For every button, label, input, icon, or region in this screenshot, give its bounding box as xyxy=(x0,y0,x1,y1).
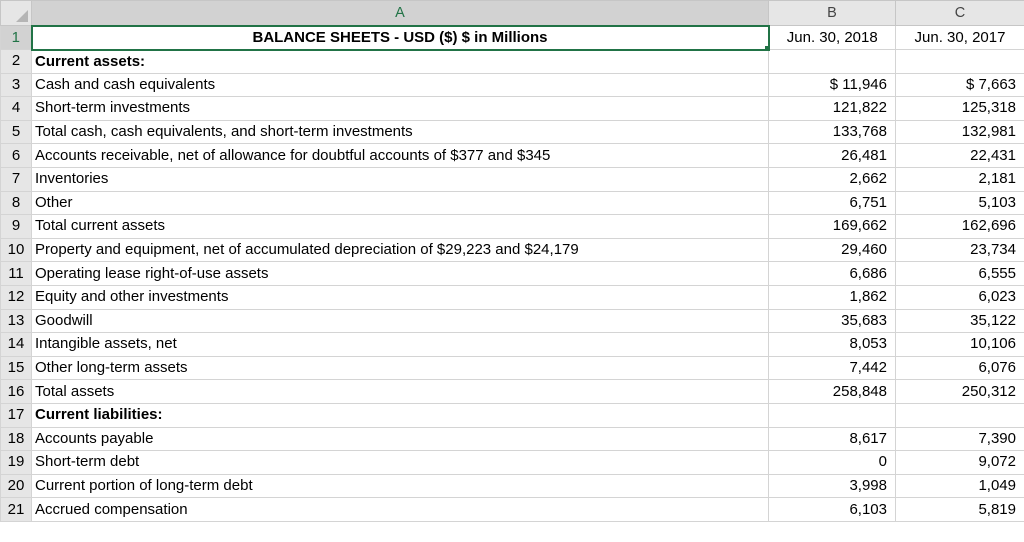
table-row xyxy=(1,120,1024,144)
value-cell-2017[interactable]: 7,390 xyxy=(896,427,1024,451)
table-row xyxy=(1,144,1024,168)
label-cell[interactable]: Accounts receivable, net of allowance for doubtful accounts of $377 and $345 xyxy=(32,144,769,168)
value-cell-2017[interactable]: 6,555 xyxy=(896,262,1024,286)
table-row xyxy=(1,474,1024,498)
value-cell-2018[interactable]: $ 11,946 xyxy=(769,73,896,97)
row-header[interactable]: 21 xyxy=(1,498,32,522)
label-cell[interactable]: Short-term debt xyxy=(32,451,769,475)
table-row xyxy=(1,262,1024,286)
value-cell-2017[interactable]: 10,106 xyxy=(896,333,1024,357)
label-cell[interactable]: Other long-term assets xyxy=(32,356,769,380)
value-cell-2018[interactable] xyxy=(769,403,896,427)
table-row xyxy=(1,356,1024,380)
value-cell-2018[interactable]: 169,662 xyxy=(769,215,896,239)
row-header[interactable]: 2 xyxy=(1,50,32,74)
table-row xyxy=(1,73,1024,97)
table-row xyxy=(1,498,1024,522)
column-header-c[interactable]: C xyxy=(896,1,1024,26)
period-header-2017[interactable]: Jun. 30, 2017 xyxy=(896,26,1024,50)
label-cell[interactable]: Accounts payable xyxy=(32,427,769,451)
table-row xyxy=(1,451,1024,475)
value-cell-2018[interactable]: 7,442 xyxy=(769,356,896,380)
value-cell-2017[interactable]: 22,431 xyxy=(896,144,1024,168)
row-header[interactable]: 4 xyxy=(1,97,32,121)
label-cell[interactable]: Equity and other investments xyxy=(32,285,769,309)
table-row xyxy=(1,380,1024,404)
active-cell-title[interactable] xyxy=(32,26,769,50)
label-cell[interactable]: Cash and cash equivalents xyxy=(32,73,769,97)
row-header[interactable]: 6 xyxy=(1,144,32,168)
table-row xyxy=(1,167,1024,191)
table-row xyxy=(1,309,1024,333)
table-row xyxy=(1,97,1024,121)
value-cell-2017[interactable]: 35,122 xyxy=(896,309,1024,333)
value-cell-2017[interactable]: 23,734 xyxy=(896,238,1024,262)
row-header[interactable]: 16 xyxy=(1,380,32,404)
label-cell[interactable]: Current portion of long-term debt xyxy=(32,474,769,498)
row-header[interactable]: 10 xyxy=(1,238,32,262)
value-cell-2018[interactable]: 26,481 xyxy=(769,144,896,168)
table-row xyxy=(1,285,1024,309)
row-header[interactable]: 9 xyxy=(1,215,32,239)
label-cell[interactable]: Total current assets xyxy=(32,215,769,239)
value-cell-2017[interactable]: 9,072 xyxy=(896,451,1024,475)
value-cell-2018[interactable]: 2,662 xyxy=(769,167,896,191)
column-header-a[interactable]: A xyxy=(32,1,769,26)
table-row xyxy=(1,403,1024,427)
row-header[interactable]: 7 xyxy=(1,167,32,191)
label-cell[interactable]: Total assets xyxy=(32,380,769,404)
row-header[interactable]: 15 xyxy=(1,356,32,380)
value-cell-2018[interactable]: 133,768 xyxy=(769,120,896,144)
label-cell[interactable]: Other xyxy=(32,191,769,215)
period-header-2018[interactable]: Jun. 30, 2018 xyxy=(769,26,896,50)
table-row xyxy=(1,50,1024,74)
value-cell-2018[interactable]: 6,751 xyxy=(769,191,896,215)
row-header[interactable]: 13 xyxy=(1,309,32,333)
label-cell[interactable]: Accrued compensation xyxy=(32,498,769,522)
value-cell-2018[interactable] xyxy=(769,50,896,74)
row-header[interactable]: 12 xyxy=(1,285,32,309)
table-row xyxy=(1,333,1024,357)
row-header[interactable]: 14 xyxy=(1,333,32,357)
row-header[interactable]: 17 xyxy=(1,403,32,427)
table-row xyxy=(1,427,1024,451)
value-cell-2018[interactable]: 29,460 xyxy=(769,238,896,262)
row-header[interactable]: 8 xyxy=(1,191,32,215)
value-cell-2018[interactable]: 1,862 xyxy=(769,285,896,309)
label-cell[interactable]: Property and equipment, net of accumulated depreciation of $29,223 and $24,179 xyxy=(32,238,769,262)
value-cell-2017[interactable]: 1,049 xyxy=(896,474,1024,498)
label-cell[interactable]: Inventories xyxy=(32,167,769,191)
value-cell-2017[interactable] xyxy=(896,403,1024,427)
value-cell-2018[interactable]: 8,617 xyxy=(769,427,896,451)
value-cell-2017[interactable]: 5,819 xyxy=(896,498,1024,522)
value-cell-2017[interactable]: 250,312 xyxy=(896,380,1024,404)
table-row xyxy=(1,26,1024,50)
value-cell-2018[interactable]: 6,103 xyxy=(769,498,896,522)
row-header[interactable]: 18 xyxy=(1,427,32,451)
table-row xyxy=(1,191,1024,215)
value-cell-2017[interactable]: 162,696 xyxy=(896,215,1024,239)
label-cell[interactable]: Goodwill xyxy=(32,309,769,333)
label-cell[interactable]: Total cash, cash equivalents, and short-term investments xyxy=(32,120,769,144)
value-cell-2017[interactable]: 125,318 xyxy=(896,97,1024,121)
fill-handle[interactable] xyxy=(764,45,769,50)
value-cell-2017[interactable]: 6,023 xyxy=(896,285,1024,309)
value-cell-2018[interactable]: 6,686 xyxy=(769,262,896,286)
value-cell-2018[interactable]: 3,998 xyxy=(769,474,896,498)
value-cell-2018[interactable]: 121,822 xyxy=(769,97,896,121)
row-header[interactable]: 20 xyxy=(1,474,32,498)
value-cell-2018[interactable]: 0 xyxy=(769,451,896,475)
sheet-title: BALANCE SHEETS - USD ($) $ in Millions xyxy=(252,28,548,46)
value-cell-2017[interactable]: $ 7,663 xyxy=(896,73,1024,97)
value-cell-2018[interactable]: 35,683 xyxy=(769,309,896,333)
row-header[interactable]: 1 xyxy=(1,26,32,50)
label-cell[interactable]: Intangible assets, net xyxy=(32,333,769,357)
column-header-row xyxy=(1,1,1024,26)
value-cell-2017[interactable]: 132,981 xyxy=(896,120,1024,144)
value-cell-2017[interactable]: 6,076 xyxy=(896,356,1024,380)
value-cell-2017[interactable]: 5,103 xyxy=(896,191,1024,215)
value-cell-2018[interactable]: 8,053 xyxy=(769,333,896,357)
row-header[interactable]: 5 xyxy=(1,120,32,144)
label-cell[interactable]: Current assets: xyxy=(32,50,769,74)
row-header[interactable]: 11 xyxy=(1,262,32,286)
table-row xyxy=(1,215,1024,239)
value-cell-2018[interactable]: 258,848 xyxy=(769,380,896,404)
label-cell[interactable]: Operating lease right-of-use assets xyxy=(32,262,769,286)
table-row xyxy=(1,238,1024,262)
label-cell[interactable]: Short-term investments xyxy=(32,97,769,121)
select-all-corner[interactable] xyxy=(1,1,32,26)
row-header[interactable]: 3 xyxy=(1,73,32,97)
row-header[interactable]: 19 xyxy=(1,451,32,475)
value-cell-2017[interactable]: 2,181 xyxy=(896,167,1024,191)
label-cell[interactable]: Current liabilities: xyxy=(32,403,769,427)
value-cell-2017[interactable] xyxy=(896,50,1024,74)
column-header-b[interactable]: B xyxy=(769,1,896,26)
